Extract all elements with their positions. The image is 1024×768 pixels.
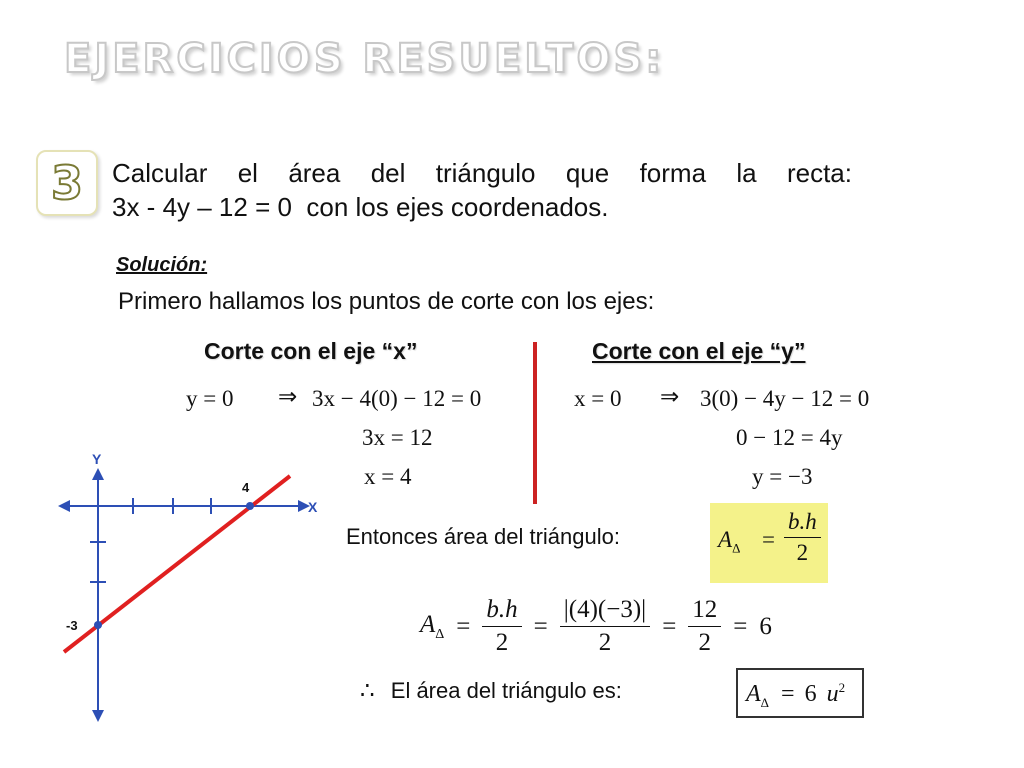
conclusion-text: El área del triángulo es: (390, 678, 622, 703)
calc-a: A (420, 610, 436, 638)
solution-label: Solución: (116, 254, 208, 276)
exercise-number-badge: 3 (36, 150, 98, 216)
final-result-box (736, 668, 864, 718)
calc-lhs (420, 611, 444, 643)
x-cut-step1-left: y = 0 (186, 386, 234, 411)
y-axis-label: Y (92, 451, 102, 467)
final-equals: = (781, 681, 795, 707)
word: el (237, 158, 258, 188)
formula-equals: = (762, 527, 775, 552)
word: triángulo (435, 158, 536, 188)
word: forma (639, 158, 707, 188)
y-cut-heading: Corte con el eje “y” (592, 338, 806, 364)
coordinate-graph (56, 444, 326, 724)
word: del (370, 158, 406, 188)
calc-frac1-num: b.h (482, 596, 521, 627)
x-cut-step1-arrow: ⇒ (278, 384, 298, 409)
formula-fraction (784, 509, 821, 566)
calc-delta: Δ (435, 626, 445, 642)
final-result (746, 680, 845, 711)
y-cut-step1-left: x = 0 (574, 386, 622, 411)
calc-equals: = (733, 612, 748, 640)
therefore-symbol: ∴ (360, 678, 375, 703)
y-intercept-label: -3 (66, 618, 78, 633)
calc-frac3-den: 2 (698, 629, 712, 656)
formula-a: A (718, 527, 733, 552)
final-unit: u (826, 681, 839, 707)
calc-fraction-2 (560, 596, 650, 657)
calc-result: 6 (759, 612, 772, 640)
x-cut-heading: Corte con el eje “x” (204, 338, 418, 364)
calc-frac2-num: |(4)(−3)| (560, 596, 650, 627)
final-exponent: 2 (838, 680, 846, 695)
formula-lhs (718, 527, 740, 557)
x-cut-step1-right: 3x − 4(0) − 12 = 0 (312, 386, 482, 411)
conclusion (360, 678, 622, 704)
y-intercept-point (94, 621, 102, 629)
calc-equals: = (662, 612, 677, 640)
x-cut-step3: x = 4 (364, 464, 412, 489)
final-delta: Δ (760, 694, 770, 710)
column-divider (533, 342, 537, 504)
word: recta: (786, 158, 852, 188)
calc-equals: = (456, 612, 471, 640)
formula-delta: Δ (732, 540, 741, 556)
word: Calcular (112, 158, 208, 188)
calc-equals: = (533, 612, 548, 640)
page-title: EJERCICIOS RESUELTOS: (64, 36, 665, 82)
x-intercept-point (246, 502, 254, 510)
problem-statement-line-1 (112, 156, 852, 190)
x-intercept-label: 4 (242, 480, 250, 495)
y-cut-step3: y = −3 (752, 464, 813, 489)
area-formula-box (710, 503, 828, 583)
problem-statement-line-2: 3x - 4y – 12 = 0 con los ejes coordenados. (112, 192, 609, 222)
word: la (736, 158, 757, 188)
calc-frac2-den: 2 (598, 629, 612, 656)
area-intro: Entonces área del triángulo: (346, 524, 620, 549)
x-cut-step2: 3x = 12 (362, 425, 433, 450)
final-value: 6 (804, 681, 817, 707)
calc-frac1-den: 2 (495, 629, 509, 656)
word: que (565, 158, 610, 188)
area-calculation (420, 596, 772, 657)
y-cut-step1-right: 3(0) − 4y − 12 = 0 (700, 386, 870, 411)
x-axis-label: X (308, 499, 318, 515)
calc-fraction-1 (482, 596, 521, 657)
formula-numerator: b.h (784, 509, 821, 538)
calc-fraction-3 (688, 596, 721, 657)
formula-denominator: 2 (796, 540, 809, 565)
solution-intro: Primero hallamos los puntos de corte con los ejes: (118, 288, 655, 315)
word: área (288, 158, 341, 188)
y-cut-step1-arrow: ⇒ (660, 384, 680, 409)
y-cut-step2: 0 − 12 = 4y (736, 425, 843, 450)
calc-frac3-num: 12 (688, 596, 721, 627)
final-a: A (746, 681, 761, 707)
problem-statement (112, 156, 852, 224)
